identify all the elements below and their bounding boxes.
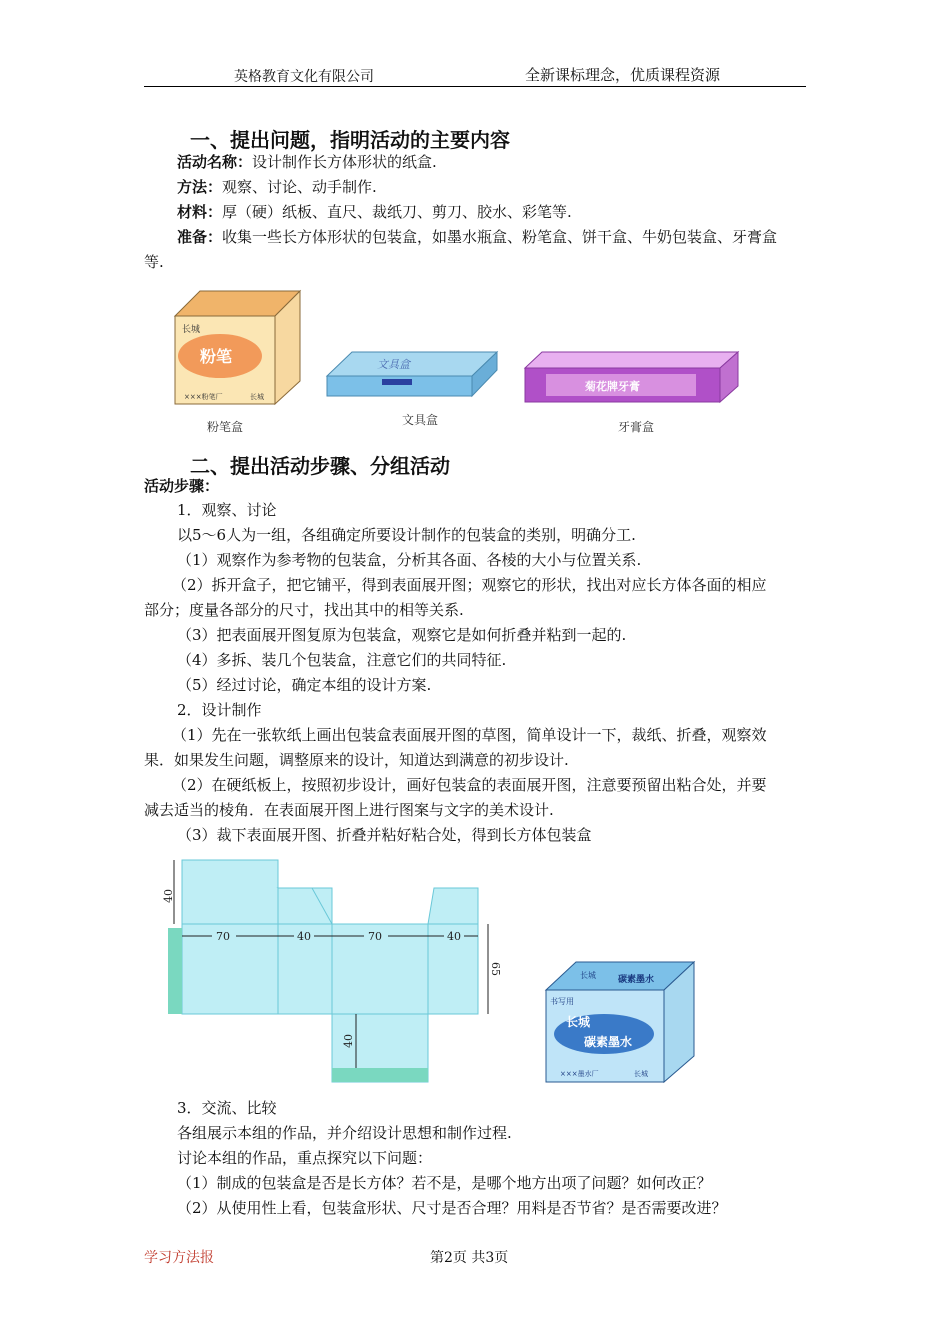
prep-line [177, 227, 777, 247]
header-company: 英格教育文化有限公司 [234, 69, 374, 85]
section1-title: 一、提出问题，指明活动的主要内容 [190, 128, 510, 152]
exchange-line-5: （2）从使用性上看，包装盒形状、尺寸是否合理？用料是否节省？是否需要改进？ [177, 1199, 727, 1217]
material-text: 厚（硬）纸板、直尺、裁纸刀、剪刀、胶水、彩笔等. [222, 203, 572, 221]
chalk-label: 粉笔 [200, 347, 233, 366]
toothpaste-label: 菊花牌牙膏 [585, 380, 640, 393]
step-line-3: （1）观察作为参考物的包装盒，分析其各面、各棱的大小与位置关系. [177, 551, 642, 569]
exchange-line-3: 讨论本组的作品，重点探究以下问题： [177, 1149, 433, 1167]
toothpaste-box-figure [520, 350, 742, 406]
footer-source: 学习方法报 [144, 1250, 214, 1266]
prep-text: 收集一些长方体形状的包装盒，如墨水瓶盒、粉笔盒、饼干盒、牛奶包装盒、牙膏盒 [222, 228, 778, 246]
exchange-line-1: 3．交流、比较 [177, 1099, 277, 1117]
toothpaste-caption: 牙膏盒 [618, 420, 655, 434]
net-dim-5: 40 [447, 930, 461, 943]
step-line-9: 2．设计制作 [177, 701, 262, 719]
step-line-1: 1．观察、讨论 [177, 501, 277, 519]
net-dim-1: 40 [162, 889, 175, 903]
step-line-7: （4）多拆、装几个包装盒，注意它们的共同特征. [177, 651, 507, 669]
page-number: 第2页 共3页 [430, 1250, 509, 1266]
step-line-12: （2）在硬纸板上，按照初步设计，画好包装盒的表面展开图，注意要预留出粘合处，并要 [172, 776, 767, 794]
ink-box-figure [540, 960, 700, 1086]
net-dim-4: 70 [368, 930, 382, 943]
method-text: 观察、讨论、动手制作. [222, 178, 377, 196]
net-dim-6: 65 [489, 962, 502, 976]
material-label: 材料： [177, 203, 223, 221]
ink-brand: 长城 [566, 1015, 591, 1029]
step-line-11: 果．如果发生问题，调整原来的设计，知道达到满意的初步设计. [144, 751, 569, 769]
step-line-13: 减去适当的棱角．在表面展开图上进行图案与文字的美术设计. [144, 801, 554, 819]
step-line-2: 以5～6人为一组，各组确定所要设计制作的包装盒的类别，明确分工. [177, 526, 636, 544]
stationery-caption: 文具盒 [402, 413, 439, 427]
material-line [177, 202, 572, 222]
header-slogan: 全新课标理念，优质课程资源 [524, 66, 720, 84]
method-line [177, 177, 377, 197]
step-line-4: （2）拆开盒子，把它铺平，得到表面展开图；观察它的形状，找出对应长方体各面的相应 [172, 576, 767, 594]
page-header [144, 64, 806, 87]
step-line-6: （3）把表面展开图复原为包装盒，观察它是如何折叠并粘到一起的. [177, 626, 627, 644]
step-line-5: 部分；度量各部分的尺寸，找出其中的相等关系. [144, 601, 464, 619]
method-label: 方法： [177, 178, 223, 196]
chalk-brand2: 长城 [250, 393, 264, 401]
ink-top-name: 碳素墨水 [618, 975, 655, 985]
ink-maker: ×××墨水厂 [560, 1070, 599, 1078]
chalk-box-figure [170, 286, 310, 411]
activity-name-line [177, 152, 437, 172]
stationery-label: 文具盒 [377, 358, 410, 371]
net-dim-3: 40 [297, 930, 311, 943]
box-net-diagram [162, 856, 502, 1088]
step-line-10: （1）先在一张软纸上画出包装盒表面展开图的草图，简单设计一下，裁纸、折叠，观察效 [172, 726, 767, 744]
steps-label: 活动步骤： [144, 477, 220, 495]
net-dim-7: 40 [342, 1034, 355, 1048]
prep-label: 准备： [177, 228, 223, 246]
exchange-line-4: （1）制成的包装盒是否是长方体？若不是，是哪个地方出项了问题？如何改正？ [177, 1174, 712, 1192]
net-dim-2: 70 [216, 930, 230, 943]
ink-side-label: 书写用 [550, 997, 574, 1006]
exchange-line-2: 各组展示本组的作品，并介绍设计思想和制作过程. [177, 1124, 512, 1142]
activity-name-label: 活动名称： [177, 153, 253, 171]
ink-top-brand: 长城 [580, 971, 596, 980]
ink-name: 碳素墨水 [584, 1035, 633, 1049]
section2-title: 二、提出活动步骤、分组活动 [190, 454, 450, 478]
step-line-14: （3）裁下表面展开图、折叠并粘好粘合处，得到长方体包装盒 [177, 826, 592, 844]
chalk-brand: 长城 [182, 325, 201, 335]
activity-name-text: 设计制作长方体形状的纸盒. [252, 153, 437, 171]
stationery-box-figure [322, 346, 502, 402]
chalk-caption: 粉笔盒 [207, 420, 244, 434]
chalk-maker: ×××粉笔厂 [184, 393, 223, 401]
ink-brand2: 长城 [634, 1070, 648, 1078]
prep-text-cont: 等. [144, 253, 164, 271]
step-line-8: （5）经过讨论，确定本组的设计方案. [177, 676, 432, 694]
